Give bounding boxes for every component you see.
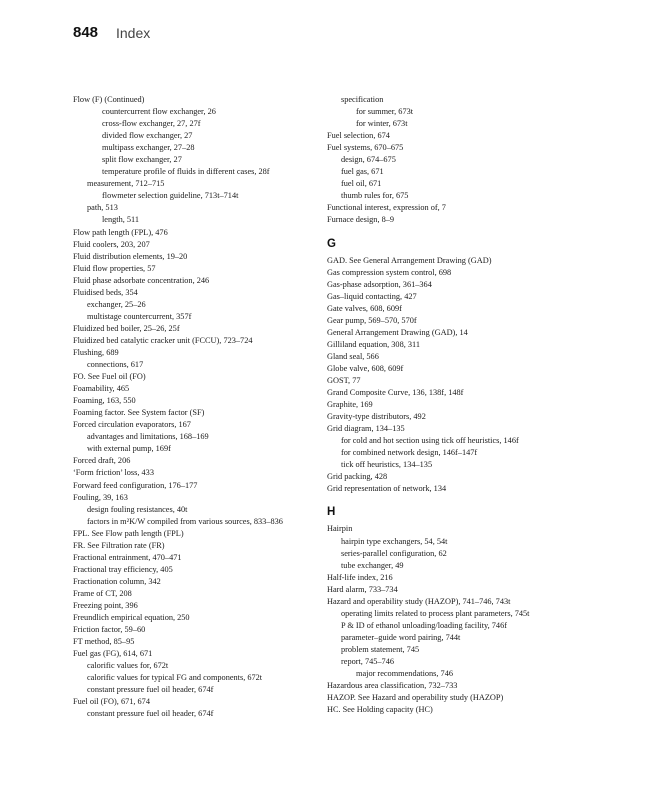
- index-entry: multipass exchanger, 27–28: [102, 143, 195, 153]
- index-entry: FO. See Fuel oil (FO): [73, 372, 146, 382]
- index-entry: calorific values for typical FG and components, 672t: [87, 673, 263, 683]
- index-entry: path, 513: [87, 203, 118, 213]
- index-entry: Forced draft, 206: [73, 456, 131, 466]
- index-entry: Grid packing, 428: [327, 472, 388, 482]
- index-entry: countercurrent flow exchanger, 26: [102, 107, 216, 117]
- index-entry: design fouling resistances, 40t: [87, 504, 188, 514]
- index-entry: report, 745–746: [341, 656, 394, 666]
- index-entry: Fluidised beds, 354: [73, 287, 138, 297]
- index-entry: Flushing, 689: [73, 347, 119, 357]
- index-entry: FPL. See Flow path length (FPL): [73, 528, 184, 538]
- index-entry: Gland seal, 566: [327, 351, 379, 361]
- index-entry: for summer, 673t: [356, 107, 414, 117]
- index-letter-heading: H: [327, 506, 336, 519]
- index-entry: Flow (F) (Continued): [73, 95, 145, 104]
- index-entry: Gas–liquid contacting, 427: [327, 291, 417, 301]
- index-entry: Friction factor, 59–60: [73, 625, 146, 635]
- index-letter-heading: G: [327, 237, 336, 250]
- index-entry: thumb rules for, 675: [341, 191, 409, 201]
- index-entry: Fluidized bed catalytic cracker unit (FCCU), 723–724: [73, 335, 253, 345]
- index-entry: Gravity-type distributors, 492: [327, 412, 426, 422]
- index-column-left: [73, 94, 323, 720]
- index-entry: Globe valve, 608, 609f: [327, 363, 404, 373]
- index-entry: Grand Composite Curve, 136, 138f, 148f: [327, 388, 464, 398]
- index-entry: Forward feed configuration, 176–177: [73, 480, 198, 490]
- index-entry: Fractionation column, 342: [73, 576, 161, 586]
- index-entry: Fluid phase adsorbate concentration, 246: [73, 275, 210, 285]
- index-entry: Fuel gas (FG), 614, 671: [73, 649, 153, 659]
- index-entry: connections, 617: [87, 360, 144, 370]
- index-entry: Fluidized bed boiler, 25–26, 25f: [73, 323, 180, 333]
- index-entry: cross-flow exchanger, 27, 27f: [102, 119, 201, 129]
- index-entry: with external pump, 169f: [87, 444, 171, 454]
- index-entry: tube exchanger, 49: [341, 560, 404, 570]
- index-entry: temperature profile of fluids in different cases, 28f: [102, 167, 270, 177]
- index-entry: Grid diagram, 134–135: [327, 424, 405, 434]
- index-entry: Fouling, 39, 163: [73, 492, 128, 502]
- index-entry: Foamability, 465: [73, 384, 130, 394]
- index-entry: problem statement, 745: [341, 644, 420, 654]
- index-entry: Gas compression system control, 698: [327, 267, 452, 277]
- index-entry: Fractional entrainment, 470–471: [73, 552, 182, 562]
- index-entry: split flow exchanger, 27: [102, 155, 182, 165]
- index-entry: Fluid flow properties, 57: [73, 263, 156, 273]
- index-entry: FR. See Filtration rate (FR): [73, 540, 165, 550]
- index-entry: Hazardous area classification, 732–733: [327, 681, 458, 691]
- index-entry: Fluid distribution elements, 19–20: [73, 251, 188, 261]
- index-entry: GOST, 77: [327, 375, 361, 385]
- page-number: 848: [73, 24, 99, 41]
- index-entry: HAZOP. See Hazard and operability study (HAZOP): [327, 693, 504, 703]
- index-entry: length, 511: [102, 215, 140, 225]
- index-entry: multistage countercurrent, 357f: [87, 311, 192, 321]
- index-entry: for winter, 673t: [356, 119, 408, 129]
- index-entry: Gate valves, 608, 609f: [327, 303, 402, 313]
- index-entry: Freezing point, 396: [73, 600, 138, 610]
- index-entry: Grid representation of network, 134: [327, 484, 447, 494]
- index-entry: HC. See Holding capacity (HC): [327, 705, 433, 715]
- index-entry: Foaming factor. See System factor (SF): [73, 408, 205, 418]
- index-entry: factors in m²K/W compiled from various sources, 833–836: [87, 516, 283, 526]
- index-entry: calorific values for, 672t: [87, 661, 169, 671]
- index-entry: P & ID of ethanol unloading/loading facility, 746f: [341, 620, 507, 630]
- index-entry: Gilliland equation, 308, 311: [327, 339, 421, 349]
- index-entry: Flow path length (FPL), 476: [73, 227, 168, 237]
- index-entry: Hard alarm, 733–734: [327, 584, 398, 594]
- index-entry: Furnace design, 8–9: [327, 215, 395, 225]
- index-entry: divided flow exchanger, 27: [102, 131, 193, 141]
- page-section-title: Index: [116, 25, 151, 41]
- index-entry: Fuel systems, 670–675: [327, 143, 404, 153]
- index-entry: Graphite, 169: [327, 400, 373, 410]
- index-entry: Fuel selection, 674: [327, 131, 390, 141]
- index-entry: design, 674–675: [341, 155, 396, 165]
- index-entry: FT method, 85–95: [73, 637, 135, 647]
- index-entry: Frame of CT, 208: [73, 588, 132, 598]
- index-entry: Fluid coolers, 203, 207: [73, 239, 150, 249]
- index-entry: Freundlich empirical equation, 250: [73, 613, 190, 623]
- index-entry: major recommendations, 746: [356, 669, 454, 679]
- index-entry: parameter–guide word pairing, 744t: [341, 632, 461, 642]
- index-entry: hairpin type exchangers, 54, 54t: [341, 536, 448, 546]
- index-entry: flowmeter selection guideline, 713t–714t: [102, 191, 239, 201]
- index-entry: tick off heuristics, 134–135: [341, 460, 433, 470]
- index-entry: Fuel oil (FO), 671, 674: [73, 697, 150, 707]
- index-entry: specification: [341, 95, 384, 104]
- index-entry: fuel gas, 671: [341, 167, 384, 177]
- index-entry: constant pressure fuel oil header, 674f: [87, 709, 214, 719]
- index-entry: Gas-phase adsorption, 361–364: [327, 279, 432, 289]
- index-entry: Fractional tray efficiency, 405: [73, 564, 173, 574]
- index-entry: for cold and hot section using tick off heuristics, 146f: [341, 436, 519, 446]
- index-entry: operating limits related to process plant parameters, 745t: [341, 608, 530, 618]
- index-entry: Half-life index, 216: [327, 572, 393, 582]
- index-entry: fuel oil, 671: [341, 179, 382, 189]
- index-entry: Forced circulation evaporators, 167: [73, 420, 191, 430]
- index-entry: constant pressure fuel oil header, 674f: [87, 685, 214, 695]
- index-entry: for combined network design, 146f–147f: [341, 448, 478, 458]
- index-entry: series-parallel configuration, 62: [341, 548, 447, 558]
- index-entry: Foaming, 163, 550: [73, 396, 136, 406]
- index-entry: Hazard and operability study (HAZOP), 741–746, 743t: [327, 596, 511, 606]
- index-entry: Functional interest, expression of, 7: [327, 203, 446, 213]
- index-entry: General Arrangement Drawing (GAD), 14: [327, 327, 468, 337]
- index-entry: GAD. See General Arrangement Drawing (GAD): [327, 255, 492, 265]
- index-entry: measurement, 712–715: [87, 179, 165, 189]
- index-entry: ‘Form friction’ loss, 433: [73, 468, 154, 478]
- index-entry: advantages and limitations, 168–169: [87, 432, 209, 442]
- index-entry: exchanger, 25–26: [87, 299, 146, 309]
- index-entry: Gear pump, 569–570, 570f: [327, 315, 417, 325]
- index-entry: Hairpin: [327, 524, 353, 534]
- index-column-right: [327, 94, 577, 716]
